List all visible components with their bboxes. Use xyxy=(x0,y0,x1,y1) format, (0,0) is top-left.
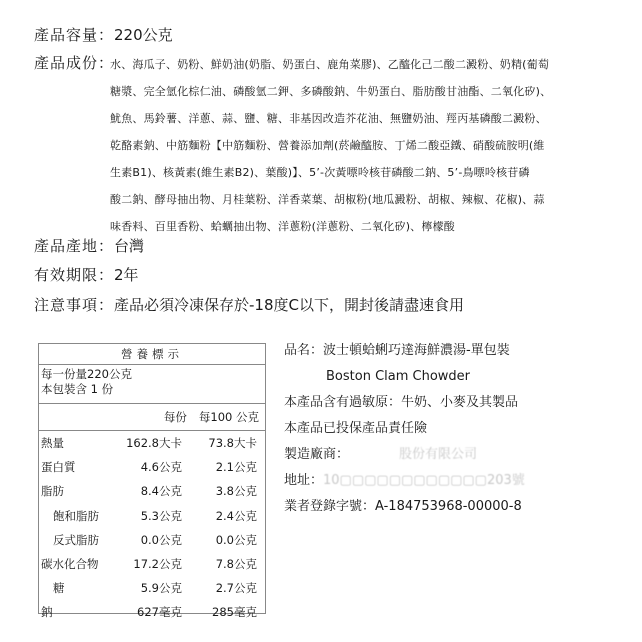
nutrition-row xyxy=(39,455,265,479)
per-serving-value: 0.0公克 xyxy=(140,532,182,547)
per-100g-value: 2.7公克 xyxy=(215,581,257,596)
nutrient-name: 脂肪 xyxy=(41,484,64,499)
shelf-life-row xyxy=(34,264,139,285)
per-100g-value: 73.8大卡 xyxy=(208,436,257,451)
per-100g-value: 2.4公克 xyxy=(215,508,257,523)
ingredients-line: 水、海瓜子、奶粉、鮮奶油(奶脂、奶蛋白、鹿角菜膠)、乙醯化己二酸二澱粉、奶精(葡萄 xyxy=(110,58,550,71)
product-name-label: 品名： xyxy=(284,343,324,358)
product-name xyxy=(284,342,525,368)
nutrient-name: 反式脂肪 xyxy=(53,532,99,547)
per-100g-value: 2.1公克 xyxy=(215,460,257,475)
notes-label: 注意事項： xyxy=(34,296,115,314)
nutrition-title: 營養標示 xyxy=(39,344,265,365)
notes-row xyxy=(34,294,464,315)
capacity-row xyxy=(34,24,173,45)
nutrition-row xyxy=(39,576,265,600)
product-name-zh: 波士頓蛤蜊巧達海鮮濃湯-單包裝 xyxy=(323,343,510,358)
ingredients-line: 酸二鈉、酵母抽出物、月桂葉粉、洋香菜葉、胡椒粉(地瓜澱粉、胡椒、辣椒、花椒)、蒜 xyxy=(110,193,545,206)
per-100g-value: 0.0公克 xyxy=(215,532,257,547)
per-100g-value: 3.8公克 xyxy=(215,484,257,499)
manufacturer xyxy=(284,446,525,472)
nutrition-facts-table xyxy=(38,343,266,620)
capacity-label: 產品容量： xyxy=(34,26,115,44)
serving-info xyxy=(39,365,265,404)
serving-size: 每一份量220公克 xyxy=(41,367,132,381)
address-blurred: 10▢▢▢▢▢▢▢▢▢▢▢▢203號 xyxy=(323,473,525,488)
nutrition-row xyxy=(39,528,265,552)
address-label: 地址： xyxy=(284,473,324,488)
per-serving-value: 627毫克 xyxy=(137,605,182,620)
origin-row xyxy=(34,235,144,256)
per-serving-value: 5.3公克 xyxy=(140,508,182,523)
servings-per-package: 本包裝含 1 份 xyxy=(41,382,114,396)
ingredients-line: 乾酪素鈉、中筋麵粉【中筋麵粉、營養添加劑(菸鹼醯胺、丁烯二酸亞鐵、硝酸硫胺明(維 xyxy=(110,139,545,152)
nutrition-row xyxy=(39,431,265,455)
manufacturer-label: 製造廠商： xyxy=(284,447,350,462)
capacity-value: 220公克 xyxy=(114,26,173,44)
origin-value: 台灣 xyxy=(114,237,145,255)
col-per-serving: 每份 xyxy=(163,410,187,424)
nutrition-column-header xyxy=(39,404,265,431)
per-serving-value: 162.8大卡 xyxy=(126,436,182,451)
ingredients-line: 魷魚、馬鈴薯、洋蔥、蒜、鹽、糖、非基因改造芥花油、無鹽奶油、羥丙基磷酸二澱粉、 xyxy=(110,112,547,125)
nutrition-row xyxy=(39,552,265,576)
per-100g-value: 7.8公克 xyxy=(215,557,257,572)
allergen-notice: 本產品含有過敏原：牛奶、小麥及其製品 xyxy=(284,395,519,410)
product-name-en: Boston Clam Chowder xyxy=(326,369,471,384)
shelf-life-value: 2年 xyxy=(114,266,139,284)
nutrient-name: 糖 xyxy=(53,581,65,596)
ingredients-label: 產品成份： xyxy=(34,54,115,72)
ingredients-label-row xyxy=(34,52,114,73)
ingredients-line: 味香料、百里香粉、蛤蠣抽出物、洋蔥粉(洋蔥粉、二氧化矽)、檸檬酸 xyxy=(110,220,455,233)
manufacturer-name-blurred: 股份有限公司 xyxy=(399,447,478,462)
nutrition-row xyxy=(39,479,265,503)
nutrient-name: 蛋白質 xyxy=(41,460,76,475)
nutrition-row xyxy=(39,600,265,624)
nutrient-name: 熱量 xyxy=(41,436,64,451)
per-serving-value: 8.4公克 xyxy=(140,484,182,499)
registration-number: 業者登錄字號：A-184753968-00000-8 xyxy=(284,499,522,514)
per-serving-value: 5.9公克 xyxy=(140,581,182,596)
shelf-life-label: 有效期限： xyxy=(34,266,115,284)
notes-value: 產品必須冷凍保存於-18度C以下，開封後請盡速食用 xyxy=(114,296,464,314)
col-per-100g: 每100 公克 xyxy=(198,410,259,424)
per-serving-value: 17.2公克 xyxy=(133,557,182,572)
address xyxy=(284,472,525,498)
nutrition-row xyxy=(39,504,265,528)
product-info xyxy=(284,342,525,524)
nutrient-name: 鈉 xyxy=(41,605,53,620)
per-serving-value: 4.6公克 xyxy=(140,460,182,475)
insurance-notice: 本產品已投保產品責任險 xyxy=(284,421,428,436)
origin-label: 產品產地： xyxy=(34,237,115,255)
per-100g-value: 285毫克 xyxy=(212,605,257,620)
ingredients-line: 糖漿、完全氫化棕仁油、磷酸氫二鉀、多磷酸鈉、牛奶蛋白、脂肪酸甘油酯、二氧化矽)、 xyxy=(110,85,552,98)
nutrient-name: 飽和脂肪 xyxy=(53,508,99,523)
ingredients-line: 生素B1)、核黃素(維生素B2)、葉酸)】、5’-次黃嘌呤核苷磷酸二鈉、5’-鳥嘌呤核苷磷 xyxy=(110,166,530,179)
nutrient-name: 碳水化合物 xyxy=(41,557,99,572)
ingredients-list xyxy=(110,56,620,245)
